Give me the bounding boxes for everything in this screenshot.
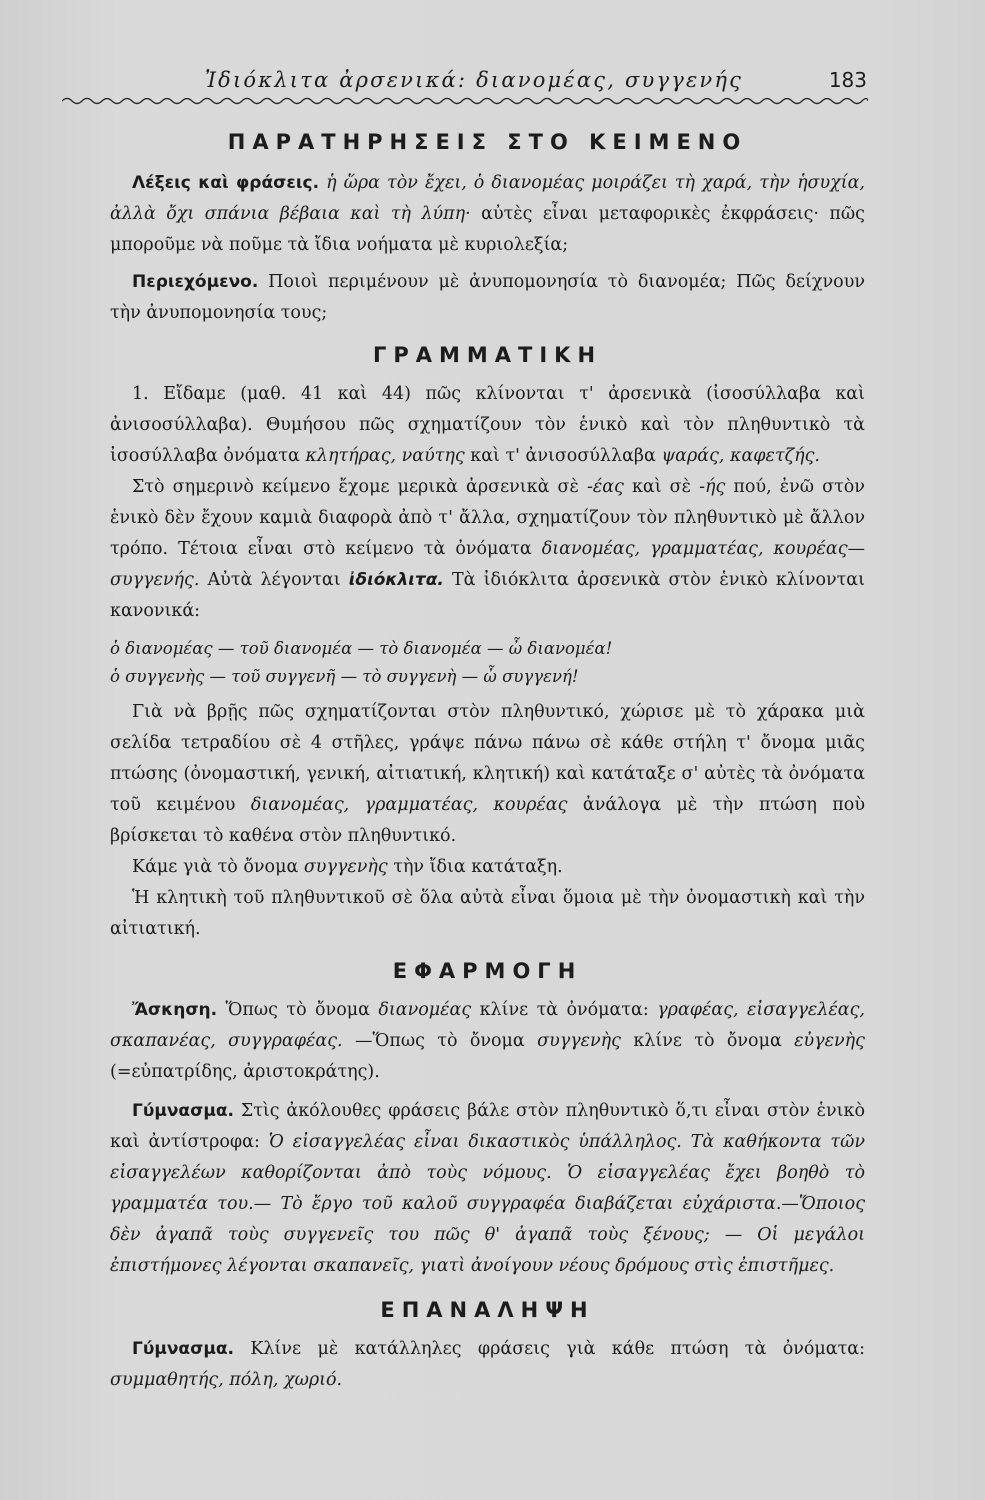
review-words: συμμαθητής, πόλη, χωριό. [110, 1370, 343, 1390]
grammar-paragraph-4 [110, 852, 865, 883]
grammar-p1-b: καὶ τ' ἀνισοσύλλαβα [470, 446, 656, 466]
exercise-word-3: συγγενὴς [537, 1031, 621, 1051]
content-label: Περιεχόμενο. [132, 272, 259, 292]
grammar-p3-a: Γιὰ νὰ βρῇς πῶς σχηματίζονται στὸν πληθυντικό, χώρισε μὲ τὸ χάρακα μιὰ σελίδα τετραδίου σὲ 4 στῆλες, γράψε πάνω πάνω σὲ κάθε στήλη τ' ὄνομα μιᾶς πτώσης (ὀνομαστική, γενική, αἰτιατική, κλητική) καὶ κατάταξε σ' αὐτὲς τὰ ὀνόματα τοῦ κειμένου [110, 702, 865, 815]
grammar-p1-a: 1. Εἴδαμε (μαθ. 41 καὶ 44) πῶς κλίνονται τ' ἀρσενικὰ (ἰσοσύλλαβα καὶ ἀνισοσύλλαβα). Θυμήσου πῶς σχηματίζουν τὸν ἑνικὸ καὶ τὸν πληθυντικὸ τὰ ἰσοσύλλαβα ὀνόματα [110, 384, 865, 466]
exercise-a: Ὅπως τὸ ὄνομα [225, 1000, 370, 1020]
review-instructions: Κλίνε μὲ κατάλληλες φράσεις γιὰ κάθε πτώση τὰ ὀνόματα: [250, 1339, 865, 1359]
content-paragraph [110, 267, 865, 329]
review-paragraph [110, 1334, 865, 1396]
words-label: Λέξεις καὶ φράσεις. [132, 173, 320, 193]
exercise-word-4: εὐγενὴς [794, 1031, 865, 1051]
exercise-paragraph [110, 995, 865, 1088]
exercise-d: κλίνε τὸ ὄνομα [633, 1031, 782, 1051]
words-text: αὐτὲς εἶναι μεταφορικὲς ἐκφράσεις· πῶς μποροῦμε νὰ ποῦμε τὰ ἴδια νοήματα μὲ κυριολεξία; [110, 204, 865, 255]
notes-heading: ΠΑΡΑΤΗΡΗΣΕΙΣ ΣΤΟ ΚΕΙΜΕΝΟ [227, 130, 748, 154]
grammar-p1-words-1: κλητήρας, ναύτης [305, 446, 465, 466]
grammar-p4-b: τὴν ἴδια κατάταξη. [393, 857, 563, 877]
drill-instructions: Στὶς ἀκόλουθες φράσεις βάλε στὸν πληθυντικὸ ὅ,τι εἶναι στὸν ἑνικὸ καὶ ἀντίστροφα: [110, 1101, 865, 1152]
page-body [110, 130, 865, 1396]
grammar-heading: ΓΡΑΜΜΑΤΙΚΗ [372, 343, 603, 367]
grammar-p4-a: Κάμε γιὰ τὸ ὄνομα [132, 857, 299, 877]
drill-label: Γύμνασμα. [132, 1101, 234, 1121]
exercise-label: Ἄσκηση. [132, 1000, 218, 1020]
grammar-p3-b: ἀνάλογα μὲ τὴν πτώση ποὺ βρίσκεται τὸ καθένα στὸν πληθυντικό. [110, 795, 865, 846]
review-drill-label: Γύμνασμα. [132, 1339, 234, 1359]
running-head [195, 66, 867, 96]
grammar-p2-words: διανομέας, γραμματέας, κουρέας—συγγενής. [110, 539, 865, 590]
drill-sentences: Ὁ εἰσαγγελέας εἶναι δικαστικὸς ὑπάλληλος. Τὰ καθήκοντα τῶν εἰσαγγελέων καθορίζονται ἀπὸ τοὺς νόμους. Ὁ εἰσαγγελέας ἔχει βοηθὸ τὸ γραμματέα του.— Τὸ ἔργο τοῦ καλοῦ συγγραφέα διαβάζεται εὐχάριστα.—Ὅποιος δὲν ἀγαπᾶ τοὺς συγγενεῖς του πῶς θ' ἀγαπᾶ τοὺς ξένους; — Οἱ μεγάλοι ἐπιστήμονες λέγονται σκαπανεῖς, γιατὶ ἀνοίγουν νέους δρόμους στὶς ἐπιστῆμες. [110, 1132, 865, 1276]
exercise-word-2: γραφέας, εἰσαγγελέας, σκαπανέας, συγγραφέας. [110, 1000, 865, 1051]
grammar-p2-d: Αὐτὰ λέγονται [207, 570, 341, 590]
drill-paragraph [110, 1096, 865, 1282]
exercise-c: —Ὅπως τὸ ὄνομα [354, 1031, 525, 1051]
running-head-title: Ἰδιόκλιτα ἀρσενικά: διανομέας, συγγενής [205, 68, 744, 92]
grammar-p2-c: πού, ἐνῶ στὸν ἑνικὸ δὲν ἔχουν καμιὰ διαφορὰ ἀπὸ τ' ἄλλα, σχηματίζουν τὸν πληθυντικὸ μὲ ἄλλον τρόπο. Τέτοια εἶναι στὸ κείμενο τὰ ὀνόματα [110, 477, 865, 559]
suffix-eas: -έας [586, 477, 624, 497]
grammar-p3-words: διανομέας, γραμματέας, κουρέας [250, 795, 568, 815]
grammar-p2-a: Στὸ σημερινὸ κείμενο ἔχομε μερικὰ ἀρσενικὰ σὲ [132, 477, 579, 497]
declension-examples [110, 635, 865, 691]
grammar-p4-word: συγγενὴς [303, 857, 388, 877]
declension-syggenis: ὁ συγγενὴς — τοῦ συγγενῆ — τὸ συγγενὴ — ὦ συγγενή! [110, 667, 579, 686]
term-idioklita: ἰδιόκλιτα. [348, 570, 444, 590]
exercise-e: (=εὐπατρίδης, ἀριστοκράτης). [110, 1062, 380, 1082]
grammar-p2-e: Τὰ ἰδιόκλιτα ἀρσενικὰ στὸν ἑνικὸ κλίνονται κανονικά: [110, 570, 865, 621]
words-phrases-paragraph [110, 168, 865, 261]
grammar-paragraph-5: Ἡ κλητικὴ τοῦ πληθυντικοῦ σὲ ὅλα αὐτὰ εἶναι ὅμοια μὲ τὴν ὀνομαστικὴ καὶ τὴν αἰτιατική. [110, 888, 865, 939]
grammar-p2-b: καὶ σὲ [631, 477, 692, 497]
wavy-rule-divider [62, 96, 868, 106]
grammar-paragraph-3 [110, 697, 865, 852]
declension-dianomeas: ὁ διανομέας — τοῦ διανομέα — τὸ διανομέα — ὦ διανομέα! [110, 639, 613, 658]
words-italic: ἡ ὥρα τὸν ἔχει, ὁ διανομέας μοιράζει τὴ χαρά, τὴν ἡσυχία, ἀλλὰ ὄχι σπάνια βέβαια καὶ τὴ λύπη· [110, 173, 865, 224]
exercise-b: κλίνε τὰ ὀνόματα: [479, 1000, 649, 1020]
grammar-paragraph-1 [110, 379, 865, 472]
application-heading: ΕΦΑΡΜΟΓΗ [392, 959, 583, 983]
grammar-paragraph-2 [110, 472, 865, 627]
page-number: 183 [828, 68, 867, 92]
suffix-is: -ής [699, 477, 726, 497]
content-text: Ποιοὶ περιμένουν μὲ ἀνυπομονησία τὸ διανομέα; Πῶς δείχνουν τὴν ἀνυπομονησία τους; [110, 272, 865, 323]
exercise-word-1: διανομέας [378, 1000, 472, 1020]
review-heading: ΕΠΑΝΑΛΗΨΗ [380, 1298, 595, 1322]
grammar-p1-words-2: ψαράς, καφετζής. [661, 446, 820, 466]
